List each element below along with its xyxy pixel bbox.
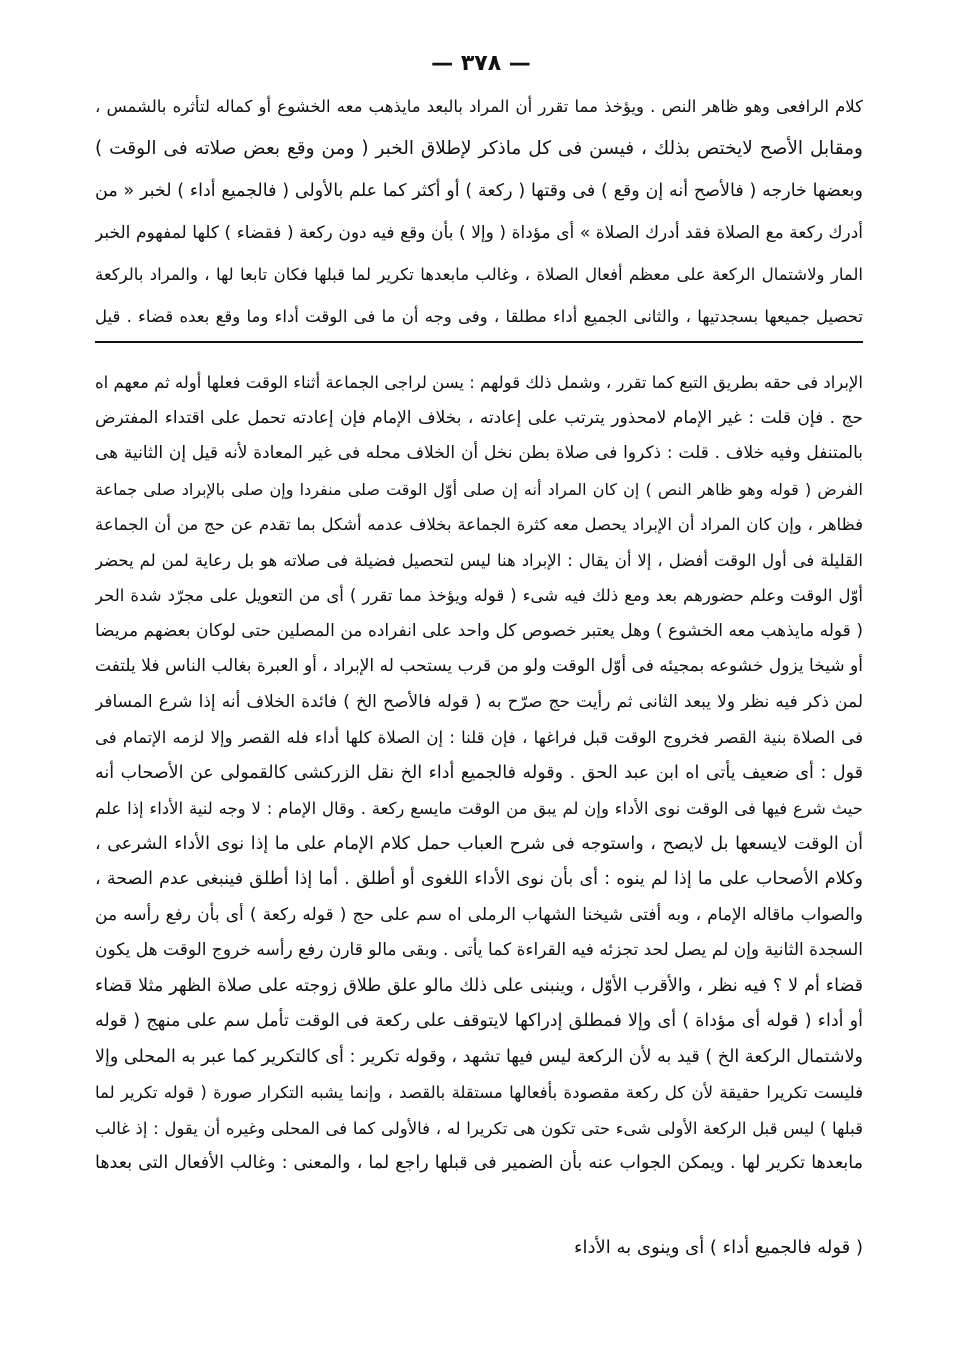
commentary-line: لمن ذكر فيه نظر ولا يبعد الثانى ثم رأيت حج صرّح به ( قوله فالأصح الخ ) فائدة الخلاف أنه إذا شرع المسافر [95,691,863,712]
commentary-line: مابعدها تكرير لها . ويمكن الجواب عنه بأن الضمير فى قبلها راجع لما ، والمعنى : وغالب الأفعال التى بعدها [95,1153,863,1173]
commentary-line: قضاء أم لا ؟ فيه نظر ، والأقرب الأوّل ، وينبنى على ذلك مالو علق طلاق زوجته على صلاة الظهر مثلا قضاء [95,975,863,996]
commentary-line: قبلها ) ليس قبل الركعة الأولى شىء حتى تكون هى تكريرا له ، فالأولى كما فى المحلى وغيره أن يقول : إذ غالب [95,1118,863,1138]
commentary [95,365,863,1182]
commentary-line: ( قوله مايذهب معه الخشوع ) وهل يعتبر خصوص كل واحد على انفراده من المصلين حتى لوكان بعضهم مريضا [95,620,863,641]
commentary-line: السجدة الثانية وإن لم يصل لحد تجزئه فيه القراءة كما يأتى . وبقى مالو قارن رفع رأسه خروج الوقت هل يكون [95,940,863,960]
commentary-line: حج . فإن قلت : غير الإمام لامحذور يترتب على إعادته ، بخلاف الإمام فإن إعادته تحمل على اقتداء المفترض [95,407,863,428]
commentary-line: أو أداء ( قوله أى مؤداة ) أى وإلا فمطلق إدراكها لايتوقف على ركعة فى الوقت تأمل سم على منهج ( قوله [95,1011,863,1031]
main-text-line: كلام الرافعى وهو ظاهر النص . ويؤخذ مما تقرر أن المراد بالبعد مايذهب معه الخشوع أو كماله لتأثره بالشمس ، [95,97,863,116]
commentary-line: فليست تكريرا حقيقة لأن كل ركعة مقصودة بأفعالها مستقلة بالقصد ، وإنما يشبه التكرار صورة ( قوله تكرير لما [95,1083,863,1102]
main-text-line: أدرك ركعة مع الصلاة فقد أدرك الصلاة » أى مؤداة ( وإلا ) بأن وقع فيه دون ركعة ( فقضاء ) كلها لمفهوم الخبر [95,223,863,243]
commentary-line: القليلة فى أول الوقت أفضل ، إلا أن يقال : الإبراد هنا ليس لتحصيل فضيلة فى صلاته هو بل رعاية لمن لم يحضر [95,550,863,570]
commentary-line: الفرض ( قوله وهو ظاهر النص ) إن كان المراد أنه إن صلى أوّل الوقت صلى منفردا وإن صلى بالإبراد صلى جماعة [95,479,863,499]
commentary-line: والصواب ماقاله الإمام ، وبه أفتى شيخنا الشهاب الرملى اه سم على حج ( قوله ركعة ) أى بأن رفع رأسه من [95,904,863,925]
commentary-line: وكلام الأصحاب على ما إذا لم ينوه : أى بأن نوى الأداء اللغوى أو أطلق . أما إذا أطلق فينبغى عدم الصحة ، [95,869,863,889]
main-text-line: المار ولاشتمال الركعة على معظم أفعال الصلاة ، وغالب مابعدها تكرير لما قبلها فكان تابعا لها ، والمراد بالركعة [95,265,863,284]
commentary-line: بالمتنفل وفيه خلاف . قلت : ذكروا فى صلاة بطن نخل أن الخلاف محله فى غير المعادة لأنه قيل إن الثانية هى [95,443,863,463]
commentary-line: حيث شرع فيها فى الوقت نوى الأداء وإن لم يبق من الوقت مايسع ركعة . وقال الإمام : لا وجه لنية الأداء إذا علم [95,799,863,818]
commentary-line: ولاشتمال الركعة الخ ) قيد به لأن الركعة ليس فيها تشهد ، وقوله تكرير : أى كالتكرير كما عبر به المحلى وإلا [95,1046,863,1067]
commentary-line: أوّل الوقت وعلم حضورهم بعد ومع ذلك فيه شىء ( قوله ويؤخذ مما تقرر ) أى من التعويل على مجرّد شدة الحر [95,586,863,605]
catchword-line: ( قوله فالجميع أداء ) أى وينوى به الأداء [574,1237,863,1258]
main-text-line: ومقابل الأصح لايختص بذلك ، فيسن فى كل ماذكر لإطلاق الخبر ( ومن وقع بعض صلاته فى الوقت ) [95,138,863,159]
commentary-line: أن الوقت لايسعها بل لايصح ، واستوجه فى شرح العباب حمل كلام الإمام على ما إذا نوى الأداء الشرعى ، [95,833,863,854]
commentary-line: قول : أى ضعيف يأتى اه ابن عبد الحق . وقوله فالجميع أداء الخ نقل الزركشى كالقمولى عن الأصحاب أنه [95,762,863,783]
page-number: — ٣٧٨ — [431,51,531,76]
main-text-line: تحصيل جميعها بسجدتيها ، والثانى الجميع أداء مطلقا ، وفى وجه أن ما فى الوقت أداء وما وقع بعده قضاء . قيل [95,307,863,326]
main-text-line: وبعضها خارجه ( فالأصح أنه إن وقع ) فى وقتها ( ركعة ) أو أكثر كما علم بالأولى ( فالجميع أداء ) لخبر « من [95,181,863,201]
commentary-line: فى الصلاة بنية القصر فخروج الوقت قبل فراغها ، فإن قلنا : إن الصلاة كلها أداء فله القصر وإلا لزمه الإتمام فى [95,728,863,747]
commentary-line: أو شيخا يزول خشوعه بمجيئه فى أوّل الوقت ولو من قرب يستحب له الإبراد ، أو العبرة بغالب الناس فلا يلتفت [95,656,863,676]
section-divider [95,341,863,343]
commentary-line: فظاهر ، وإن كان المراد أن الإبراد يحصل معه كثرة الجماعة بخلاف عدمه أشكل بما تقدم عن حج من أن الجماعة [95,515,863,534]
main-text [95,86,863,338]
commentary-line: الإبراد فى حقه بطريق التبع كما تقرر ، وشمل ذلك قولهم : يسن لراجى الجماعة أثناء الوقت فعلها أوله ثم معهم اه [95,373,863,392]
